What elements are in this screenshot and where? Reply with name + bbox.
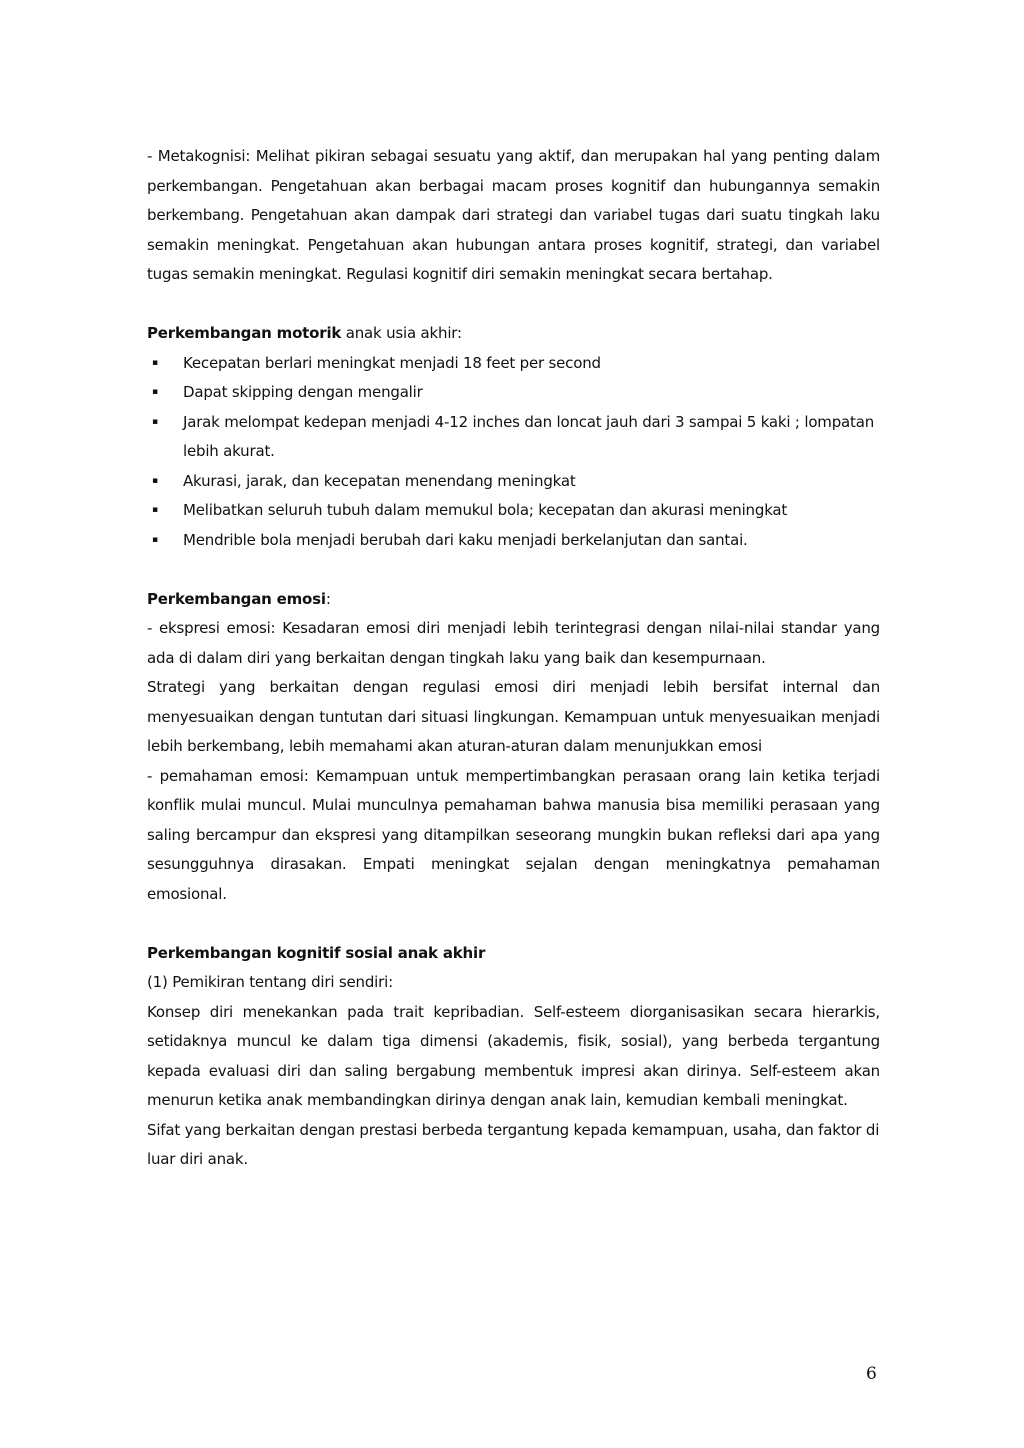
spacer [147,909,880,939]
kognitif-sosial-subheading: (1) Pemikiran tentang diri sendiri: [147,973,393,991]
motorik-heading [147,319,880,349]
emosi-paragraph-expression: - ekspresi emosi: Kesadaran emosi diri menjadi lebih terintegrasi dengan nilai-nilai standar yang ada di dalam diri yang berkaitan dengan tingkah laku yang baik dan kesempurnaan. [147,619,880,667]
list-item-text: Kecepatan berlari meningkat menjadi 18 feet per second [183,353,601,372]
list-item-text: Mendrible bola menjadi berubah dari kaku menjadi berkelanjutan dan santai. [183,530,748,549]
page-number: 6 [866,1364,877,1384]
motorik-heading-bold: Perkembangan motorik [147,324,342,342]
kognitif-sosial-heading-bold: Perkembangan kognitif sosial anak akhir [147,943,486,962]
list-item-text: Akurasi, jarak, dan kecepatan menendang meningkat [183,471,576,490]
bullet-icon: ▪ [152,505,158,515]
motorik-heading-rest: anak usia akhir: [341,324,462,342]
kognitif-sosial-heading [147,939,880,969]
bullet-icon: ▪ [152,475,158,486]
emosi-heading-bold: Perkembangan emosi [147,589,326,608]
bullet-icon: ▪ [152,387,158,397]
bullet-icon: ▪ [152,357,158,368]
kognitif-sosial-paragraph-achievement: Sifat yang berkaitan dengan prestasi berbeda tergantung kepada kemampuan, usaha, dan faktor di luar diri anak. [147,1120,880,1168]
list-item [147,378,880,408]
bullet-icon: ▪ [152,534,158,545]
list-item [147,408,880,467]
list-item [147,349,880,379]
spacer [147,555,880,585]
document-body [147,142,880,1175]
list-item-text: Dapat skipping dengan mengalir [183,383,423,401]
emosi-heading-rest: : [325,589,331,608]
motorik-bullet-list [147,349,880,556]
list-item [147,496,880,526]
emosi-paragraph-strategy: Strategi yang berkaitan dengan regulasi emosi diri menjadi lebih bersifat internal dan menyesuaikan dengan tuntutan dari situasi lingkungan. Kemampuan untuk menyesuaikan menjadi lebih berkembang, lebih memahami akan aturan-aturan dalam menunjukkan emosi [147,678,880,755]
metacognition-paragraph: - Metakognisi: Melihat pikiran sebagai sesuatu yang aktif, dan merupakan hal yang penting dalam perkembangan. Pengetahuan akan berbagai macam proses kognitif dan hubungannya semakin berkembang. Pengetahuan akan dampak dari strategi dan variabel tugas dari suatu tingkah laku semakin meningkat. Pengetahuan akan hubungan antara proses kognitif, strategi, dan variabel tugas semakin meningkat. Regulasi kognitif diri semakin meningkat secara bertahap. [147,147,880,283]
list-item-text: Melibatkan seluruh tubuh dalam memukul bola; kecepatan dan akurasi meningkat [183,501,788,519]
emosi-heading [147,585,880,615]
list-item [147,526,880,556]
emosi-paragraph-understanding: - pemahaman emosi: Kemampuan untuk mempertimbangkan perasaan orang lain ketika terjadi konflik mulai muncul. Mulai munculnya pemahaman bahwa manusia bisa memiliki perasaan yang saling bercampur dan ekspresi yang ditampilkan seseorang mungkin bukan refleksi dari apa yang sesungguhnya dirasakan. Empati meningkat sejalan dengan meningkatnya pemahaman emosional. [147,766,880,903]
bullet-icon: ▪ [152,416,158,427]
kognitif-sosial-paragraph-self-concept: Konsep diri menekankan pada trait kepribadian. Self-esteem diorganisasikan secara hierarkis, setidaknya muncul ke dalam tiga dimensi (akademis, fisik, sosial), yang berbeda tergantung kepada evaluasi diri dan saling bergabung membentuk impresi akan dirinya. Self-esteem akan menurun ketika anak membandingkan dirinya dengan anak lain, kemudian kembali meningkat. [147,1002,880,1109]
list-item-text: Jarak melompat kedepan menjadi 4-12 inches dan loncat jauh dari 3 sampai 5 kaki ; lompatan lebih akurat. [183,412,875,460]
spacer [147,290,880,320]
list-item [147,467,880,497]
